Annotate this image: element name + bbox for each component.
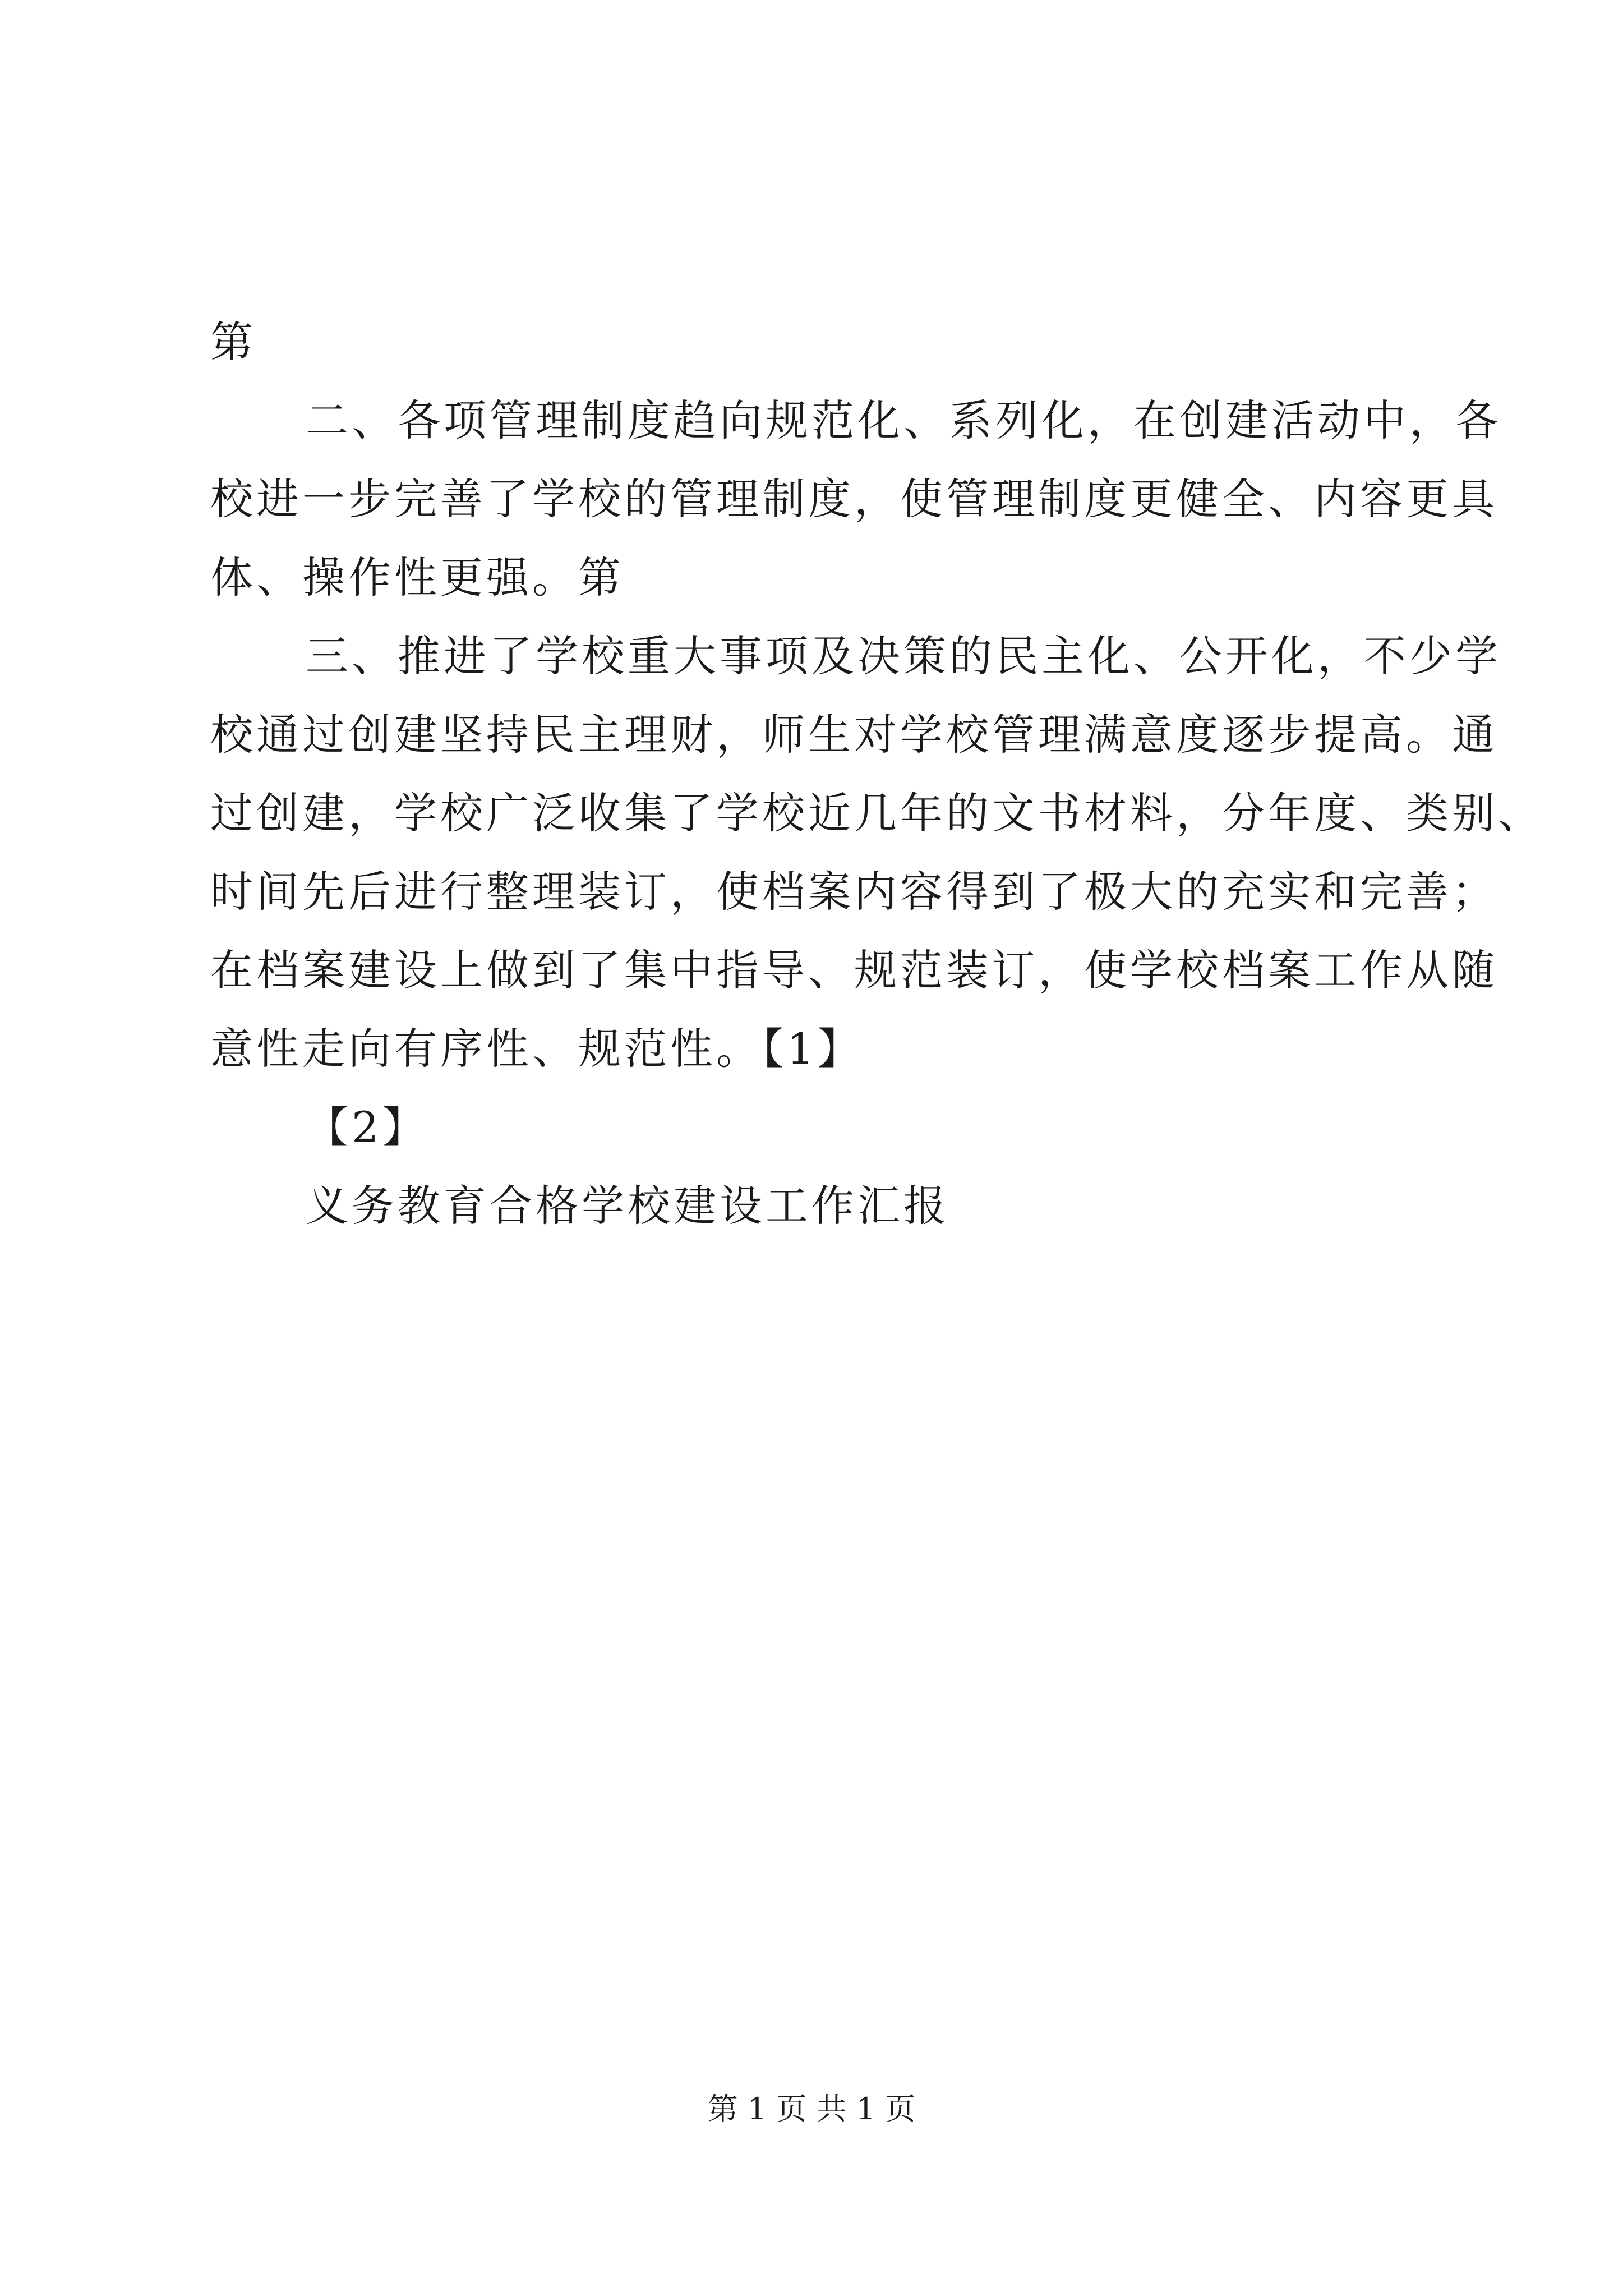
report-title: 义务教育合格学校建设工作汇报 (306, 1181, 949, 1231)
page-footer: 第 1 页 共 1 页 (707, 2091, 916, 2127)
text-line-7: 过创建，学校广泛收集了学校近几年的文书材料，分年度、类别、 (210, 788, 1544, 838)
text-line-1: 第 (210, 317, 256, 367)
text-line-2: 二、各项管理制度趋向规范化、系列化，在创建活动中，各 (306, 395, 1501, 445)
text-line-6: 校通过创建坚持民主理财，师生对学校管理满意度逐步提高。通 (210, 710, 1498, 760)
bracket-note-2: 【2】 (306, 1102, 428, 1152)
text-line-10: 意性走向有序性、规范性。【1】 (210, 1024, 864, 1074)
text-line-4: 体、操作性更强。第 (210, 553, 624, 602)
text-line-8: 时间先后进行整理装订，使档案内容得到了极大的充实和完善； (210, 867, 1498, 917)
text-line-3: 校进一步完善了学校的管理制度，使管理制度更健全、内容更具 (210, 474, 1498, 524)
text-line-5: 三、推进了学校重大事项及决策的民主化、公开化，不少学 (306, 631, 1501, 681)
text-line-9: 在档案建设上做到了集中指导、规范装订，使学校档案工作从随 (210, 945, 1498, 995)
